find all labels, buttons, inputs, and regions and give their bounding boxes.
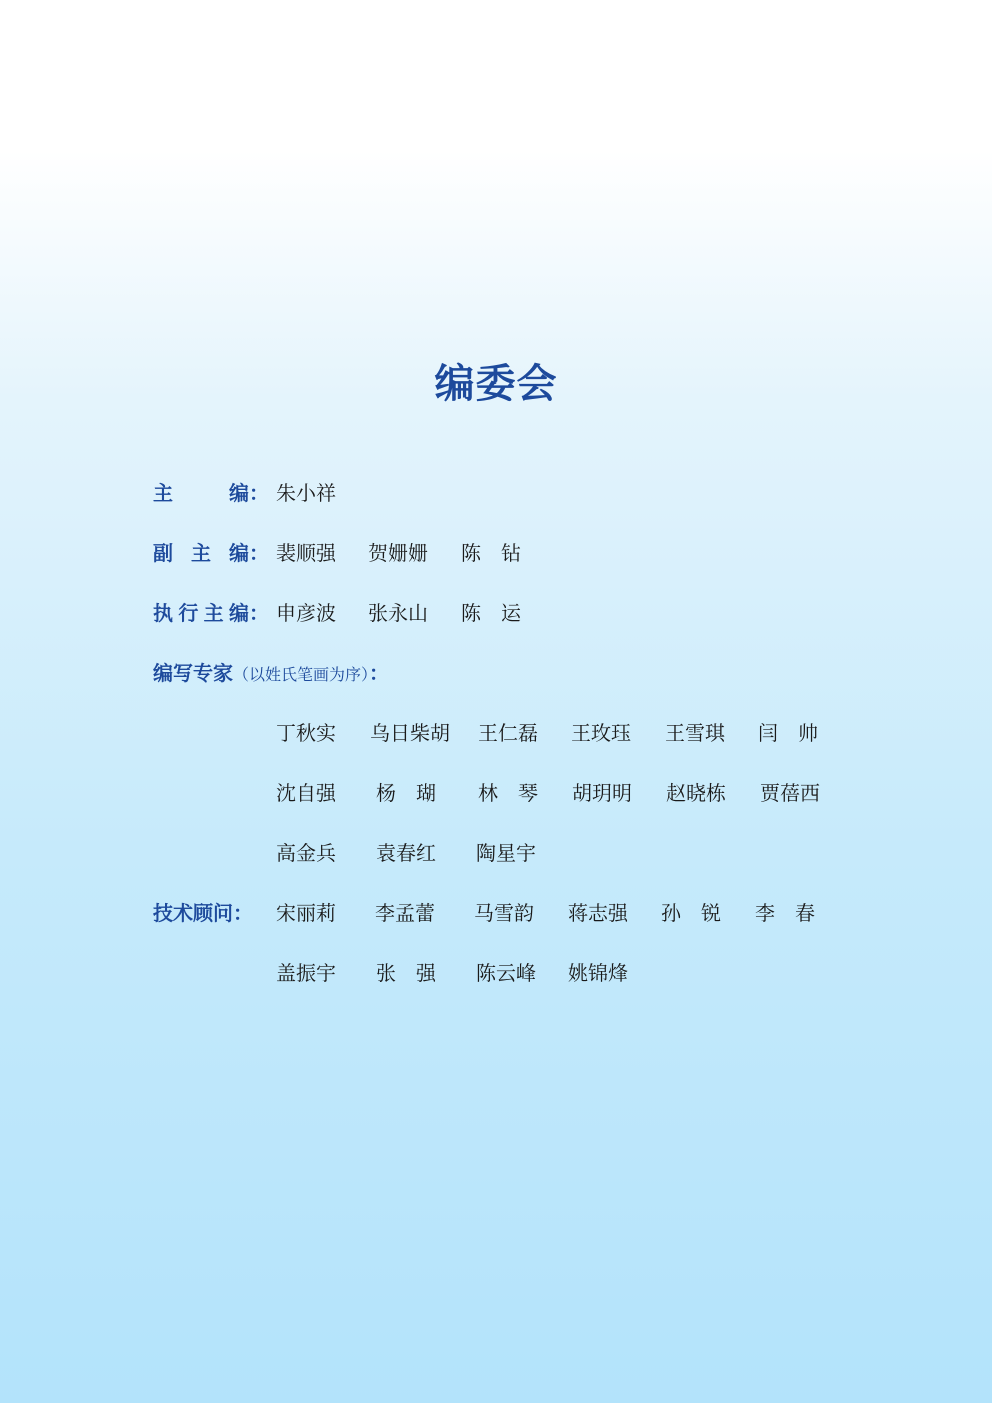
person-name: 陶星宇 xyxy=(476,841,536,865)
label-char: 编 xyxy=(228,601,249,625)
person-name: 马雪韵 xyxy=(474,901,534,925)
label-char: 行 xyxy=(178,601,199,625)
person-name: 陈 运 xyxy=(461,601,521,625)
tech-advisors-label-text: 技术顾问 xyxy=(153,901,233,925)
person-name: 孙 锐 xyxy=(661,901,721,925)
label-colon: ： xyxy=(249,601,269,625)
label-colon: ： xyxy=(249,481,269,505)
person-name: 申彦波 xyxy=(276,601,336,625)
person-name: 姚锦烽 xyxy=(568,961,628,985)
chief-editor-label xyxy=(153,481,269,505)
deputy-editor-label xyxy=(153,541,269,565)
person-name: 张 强 xyxy=(376,961,436,985)
label-char: 副 xyxy=(153,541,173,565)
label-char: 编 xyxy=(229,541,249,565)
person-name: 李孟蕾 xyxy=(375,901,435,925)
label-char: 主 xyxy=(191,541,211,565)
deputy-editor-label-text xyxy=(153,541,249,565)
person-name: 陈云峰 xyxy=(476,961,536,985)
person-name: 陈 钻 xyxy=(461,541,521,565)
tech-advisors-label xyxy=(153,901,253,925)
person-name: 张永山 xyxy=(368,601,428,625)
person-name: 蒋志强 xyxy=(568,901,628,925)
person-name: 闫 帅 xyxy=(758,721,818,745)
page-title: 编委会 xyxy=(434,360,558,407)
person-name: 王玫珏 xyxy=(571,721,631,745)
writing-experts-note: （以姓氏笔画为序） xyxy=(233,665,370,684)
person-name: 杨 瑚 xyxy=(376,781,436,805)
person-name: 沈自强 xyxy=(276,781,336,805)
executive-editor-label-text xyxy=(153,601,249,625)
person-name: 王雪琪 xyxy=(665,721,725,745)
label-char: 编 xyxy=(229,481,249,505)
person-name: 袁春红 xyxy=(376,841,436,865)
executive-editor-label xyxy=(153,601,269,625)
person-name: 丁秋实 xyxy=(276,721,336,745)
person-name: 王仁磊 xyxy=(478,721,538,745)
person-name: 贾蓓西 xyxy=(760,781,820,805)
person-name: 林 琴 xyxy=(478,781,538,805)
person-name: 宋丽莉 xyxy=(276,901,336,925)
label-colon: ： xyxy=(369,661,390,685)
label-char: 主 xyxy=(203,601,224,625)
label-char: 执 xyxy=(153,601,173,625)
writing-experts-label xyxy=(153,661,389,687)
person-name: 高金兵 xyxy=(276,841,336,865)
person-name: 李 春 xyxy=(755,901,815,925)
person-name: 胡玥明 xyxy=(572,781,632,805)
label-colon: ： xyxy=(249,541,269,565)
chief-editor-label-text xyxy=(153,481,249,505)
person-name: 裴顺强 xyxy=(276,541,336,565)
person-name: 盖振宇 xyxy=(276,961,336,985)
person-name: 乌日柴胡 xyxy=(370,721,450,745)
person-name: 贺姗姗 xyxy=(368,541,428,565)
writing-experts-label-text: 编写专家 xyxy=(153,661,233,685)
label-char: 主 xyxy=(153,481,173,505)
label-colon: ： xyxy=(233,901,253,925)
person-name: 赵晓栋 xyxy=(666,781,726,805)
person-name: 朱小祥 xyxy=(276,481,336,505)
